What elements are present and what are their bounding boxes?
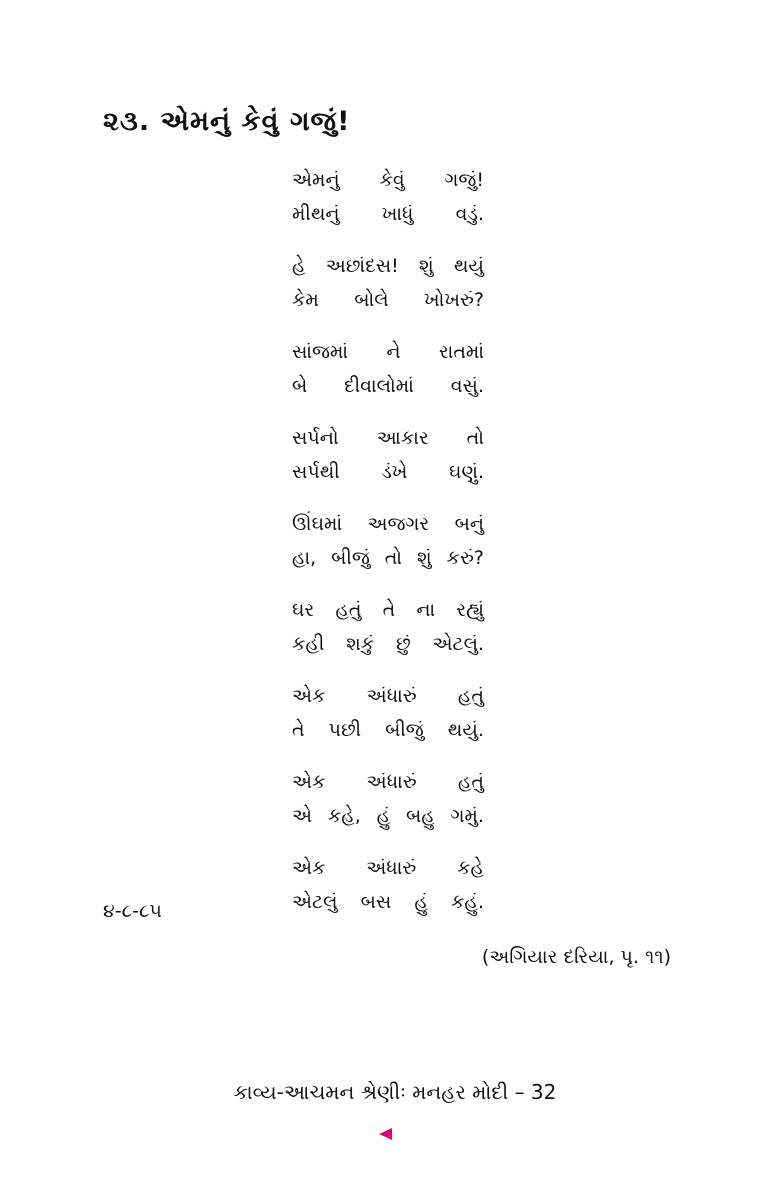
poem-word: તે bbox=[382, 599, 396, 621]
poem-word: ગજું! bbox=[444, 169, 484, 191]
page-footer: કાવ્ય-આચમન શ્રેણીઃ મનહર મોદી – 32 bbox=[233, 1080, 557, 1104]
poem-word: એ bbox=[292, 805, 313, 827]
poem-word: કહે bbox=[457, 857, 484, 879]
poem-word: છું bbox=[396, 633, 411, 655]
poem-word: સર્પથી bbox=[292, 461, 340, 483]
poem-line bbox=[292, 455, 484, 489]
poem-word: થયું. bbox=[447, 719, 484, 741]
poem-line bbox=[292, 627, 484, 661]
poem-word: ના bbox=[416, 599, 436, 621]
page-title: ૨૩. એમનું કેવું ગજું! bbox=[103, 106, 351, 137]
poem-word: એક bbox=[292, 771, 326, 793]
poem-word: હે bbox=[292, 255, 306, 277]
poem-word: અંધારું bbox=[366, 685, 417, 707]
poem-word: હું bbox=[414, 891, 428, 913]
poem-line bbox=[292, 799, 484, 833]
poem-line bbox=[292, 593, 484, 627]
source-citation: (અગિયાર દરિયા, પૃ. ૧૧) bbox=[481, 946, 671, 968]
poem-word: અછાંદસ! bbox=[325, 255, 399, 277]
poem-word: તે bbox=[292, 719, 305, 741]
poem-word: કરું? bbox=[446, 547, 484, 569]
poem-word: ડંખે bbox=[381, 461, 408, 483]
stanza bbox=[292, 163, 484, 231]
poem-word: હતું bbox=[335, 599, 362, 621]
poem-word: મીથનું bbox=[292, 203, 340, 225]
poem-word: વસું. bbox=[450, 375, 484, 397]
poem-word: હતું bbox=[457, 771, 484, 793]
poem-word: બીજું bbox=[331, 547, 370, 569]
stanza bbox=[292, 851, 484, 919]
poem-word: બીજું bbox=[385, 719, 424, 741]
poem-word: એમનું bbox=[292, 169, 340, 191]
poem-line bbox=[292, 369, 484, 403]
poem-word: કેવું bbox=[379, 169, 405, 191]
poem-line bbox=[292, 335, 484, 369]
poem-word: તો bbox=[384, 547, 403, 569]
poem-line bbox=[292, 765, 484, 799]
poem-line bbox=[292, 851, 484, 885]
poem-line bbox=[292, 197, 484, 231]
poem-word: ઘણું. bbox=[448, 461, 484, 483]
stanza bbox=[292, 507, 484, 575]
poem-word: બહુ bbox=[406, 805, 435, 827]
poem-word: એટલું bbox=[292, 891, 338, 913]
stanza bbox=[292, 765, 484, 833]
poem-word: કહે, bbox=[327, 805, 361, 827]
poem-word: અંધારું bbox=[366, 857, 417, 879]
poem-line bbox=[292, 283, 484, 317]
poem-word: હતું bbox=[457, 685, 484, 707]
poem-line bbox=[292, 163, 484, 197]
poem-line bbox=[292, 885, 484, 919]
poem-word: શું bbox=[418, 255, 434, 277]
poem-word: બે bbox=[292, 375, 308, 397]
poem-word: ઊંઘમાં bbox=[292, 513, 343, 535]
poem-line bbox=[292, 421, 484, 455]
poem-word: ખોખરું? bbox=[423, 289, 484, 311]
poem-word: કહું. bbox=[451, 891, 484, 913]
poem-word: અંધારું bbox=[366, 771, 417, 793]
poem-word: કહી bbox=[292, 633, 325, 655]
poem-line bbox=[292, 541, 484, 575]
poem-body bbox=[292, 163, 484, 937]
poem-word: શું bbox=[416, 547, 432, 569]
poem-word: ને bbox=[386, 341, 401, 363]
poem-word: બોલે bbox=[354, 289, 389, 311]
poem-word: સર્પનો bbox=[292, 427, 339, 449]
poem-word: દીવાલોમાં bbox=[344, 375, 414, 397]
poem-line bbox=[292, 249, 484, 283]
poem-word: બસ bbox=[360, 891, 392, 913]
poem-word: કેમ bbox=[292, 289, 319, 311]
poem-word: વડું. bbox=[455, 203, 484, 225]
poem-word: રાતમાં bbox=[438, 341, 484, 363]
poem-line bbox=[292, 713, 484, 747]
stanza bbox=[292, 249, 484, 317]
stanza bbox=[292, 679, 484, 747]
poem-line bbox=[292, 507, 484, 541]
poem-word: એટલું. bbox=[432, 633, 484, 655]
poem-word: આકાર bbox=[376, 427, 429, 449]
poem-word: પછી bbox=[328, 719, 362, 741]
left-triangle-icon[interactable] bbox=[379, 1128, 392, 1140]
poem-word: ખાધું bbox=[381, 203, 414, 225]
poem-word: ઘર bbox=[292, 599, 315, 621]
poem-word: બનું bbox=[454, 513, 484, 535]
poem-word: સાંજમાં bbox=[292, 341, 349, 363]
poem-word: થયું bbox=[453, 255, 484, 277]
poem-word: ગમું. bbox=[450, 805, 484, 827]
poem-date: ૪-૮-૮૫ bbox=[103, 900, 162, 922]
poem-word: હા, bbox=[292, 547, 317, 569]
poem-line bbox=[292, 679, 484, 713]
poem-word: રહ્યું bbox=[456, 599, 484, 621]
poem-word: હું bbox=[376, 805, 391, 827]
stanza bbox=[292, 421, 484, 489]
poem-word: અજગર bbox=[367, 513, 430, 535]
poem-word: એક bbox=[292, 685, 326, 707]
poem-word: શકું bbox=[346, 633, 375, 655]
stanza bbox=[292, 335, 484, 403]
poem-word: એક bbox=[292, 857, 326, 879]
stanza bbox=[292, 593, 484, 661]
poem-word: તો bbox=[466, 427, 484, 449]
